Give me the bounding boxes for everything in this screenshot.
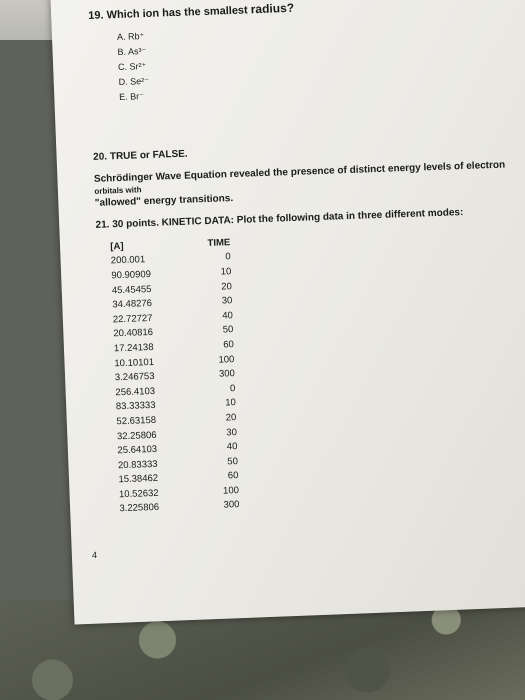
cell-concentration: 20.40816 [113, 327, 154, 340]
cell-time: 50 [222, 324, 234, 336]
header-concentration: [A] [110, 240, 124, 253]
cell-time: 0 [229, 382, 236, 394]
cell-concentration: 20.83333 [117, 458, 158, 471]
cell-time: 60 [223, 339, 235, 351]
cell-concentration: 52.63158 [116, 414, 157, 428]
header-time: TIME [207, 236, 231, 249]
question-19-prompt-tail: radius? [250, 0, 295, 17]
cell-time: 100 [222, 484, 240, 497]
cell-time: 300 [223, 499, 240, 512]
cell-concentration: 256.4103 [115, 385, 156, 398]
cell-concentration: 34.48276 [112, 298, 153, 311]
question-20-statement-2: "allowed" energy transitions. [94, 193, 234, 210]
question-19-options [117, 18, 521, 107]
cell-concentration: 90.90909 [111, 268, 152, 282]
cell-concentration: 32.25806 [116, 429, 157, 442]
question-20-statement-main: Schrödinger Wave Equation revealed the presence of distinct energy levels of electron [93, 159, 506, 186]
cell-concentration: 22.72727 [112, 312, 153, 326]
cell-concentration: 3.246753 [114, 371, 155, 384]
cell-time: 40 [222, 309, 234, 322]
cell-concentration: 3.225806 [119, 502, 160, 515]
cell-time: 300 [218, 368, 236, 380]
question-20-statement [94, 159, 515, 210]
cell-time: 40 [226, 441, 238, 453]
cell-time: 30 [226, 426, 238, 438]
question-19-prompt: 19. Which ion has the smallest [88, 4, 248, 22]
question-20-label: 20. TRUE or FALSE. [93, 148, 188, 164]
option-e: E. Br⁻ [118, 91, 145, 103]
cell-concentration: 10.52632 [118, 487, 159, 501]
cell-time: 20 [221, 280, 232, 293]
cell-concentration: 25.64103 [117, 443, 158, 457]
cell-time: 30 [221, 295, 233, 307]
cell-time: 10 [225, 397, 237, 409]
cell-concentration: 15.38462 [118, 473, 159, 486]
cell-time: 0 [225, 251, 231, 263]
cell-concentration: 200.001 [110, 254, 146, 267]
question-20-statement-small: orbitals with [94, 185, 142, 197]
table-body [111, 250, 240, 517]
worksheet-content [88, 0, 525, 517]
cell-time: 100 [218, 353, 235, 366]
cell-time: 50 [227, 455, 239, 468]
cell-time: 20 [225, 411, 237, 424]
cell-concentration: 45.45455 [111, 283, 152, 296]
cell-concentration: 17.24138 [113, 341, 154, 355]
option-b: B. As³⁻ [117, 46, 147, 58]
option-d: D. Se²⁻ [118, 76, 150, 88]
page-number: 4 [91, 549, 98, 561]
kinetic-data-table [110, 235, 240, 516]
cell-concentration: 10.10101 [114, 356, 155, 369]
cell-time: 60 [227, 470, 239, 482]
cell-concentration: 83.33333 [115, 400, 156, 413]
question-21-label: 21. 30 points. KINETIC DATA: Plot the following data in three different modes: [95, 207, 464, 232]
option-a: A. Rb⁺ [116, 31, 145, 43]
option-c: C. Sr²⁺ [117, 61, 147, 73]
cell-time: 10 [220, 266, 232, 278]
